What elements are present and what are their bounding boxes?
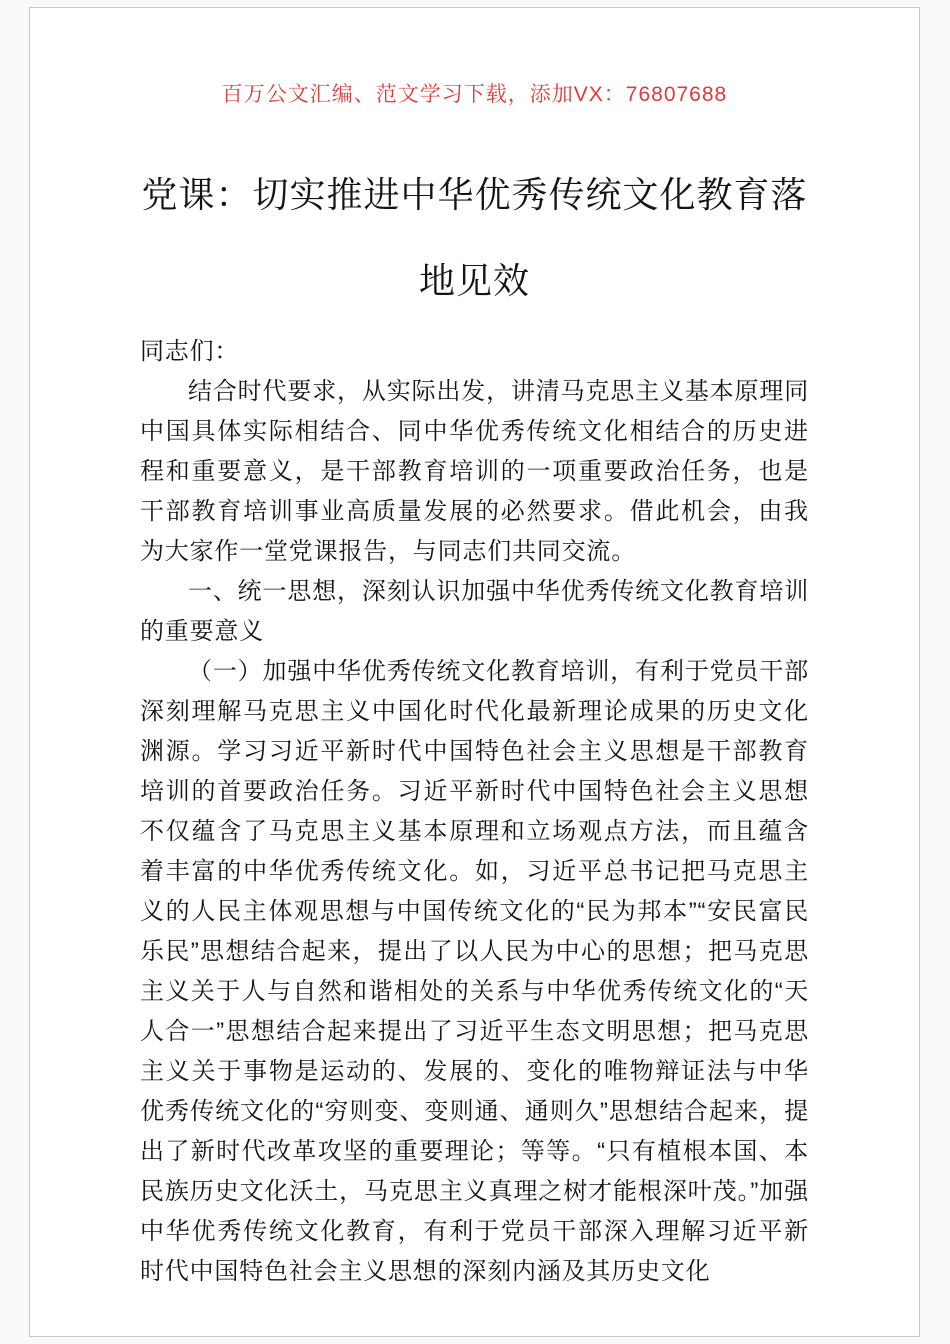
document-title: 党课：切实推进中华优秀传统文化教育落地见效 [141, 174, 808, 301]
page-content [30, 8, 919, 1292]
paragraph-section-body: （一）加强中华优秀传统文化教育培训，有利于党员干部深刻理解马克思主义中国化时代化最新理论成果的历史文化渊源。学习习近平新时代中国特色社会主义思想是干部教育培训的首要政治任务。习近平新时代中国特色社会主义思想不仅蕴含了马克思主义基本原理和立场观点方法，而且蕴含着丰富的中华优秀传统文化。如，习近平总书记把马克思主义的人民主体观思想与中国传统文化的“民为邦本”“安民富民乐民”思想结合起来，提出了以人民为中心的思想；把马克思主义关于人与自然和谐相处的关系与中华优秀传统文化的“天人合一”思想结合起来提出了习近平生态文明思想；把马克思主义关于事物是运动的、发展的、变化的唯物辩证法与中华优秀传统文化的“穷则变、变则通、通则久”思想结合起来，提出了新时代改革攻坚的重要理论；等等。“只有植根本国、本民族历史文化沃土，马克思主义真理之树才能根深叶茂。”加强中华优秀传统文化教育，有利于党员干部深入理解习近平新时代中国特色社会主义思想的深刻内涵及其历史文化 [140, 658, 809, 1285]
paragraph-section-heading: 一、统一思想，深刻认识加强中华优秀传统文化教育培训的重要意义 [140, 578, 809, 645]
document-page [29, 7, 920, 1337]
document-body [140, 332, 809, 1292]
paragraph-salutation: 同志们： [140, 338, 240, 365]
paragraph-intro: 结合时代要求，从实际出发，讲清马克思主义基本原理同中国具体实际相结合、同中华优秀传统文化相结合的历史进程和重要意义，是干部教育培训的一项重要政治任务，也是干部教育培训事业高质量发展的必然要求。借此机会，由我为大家作一堂党课报告，与同志们共同交流。 [140, 378, 809, 565]
promo-banner-text: 百万公文汇编、范文学习下载，添加VX：76807688 [221, 83, 728, 106]
